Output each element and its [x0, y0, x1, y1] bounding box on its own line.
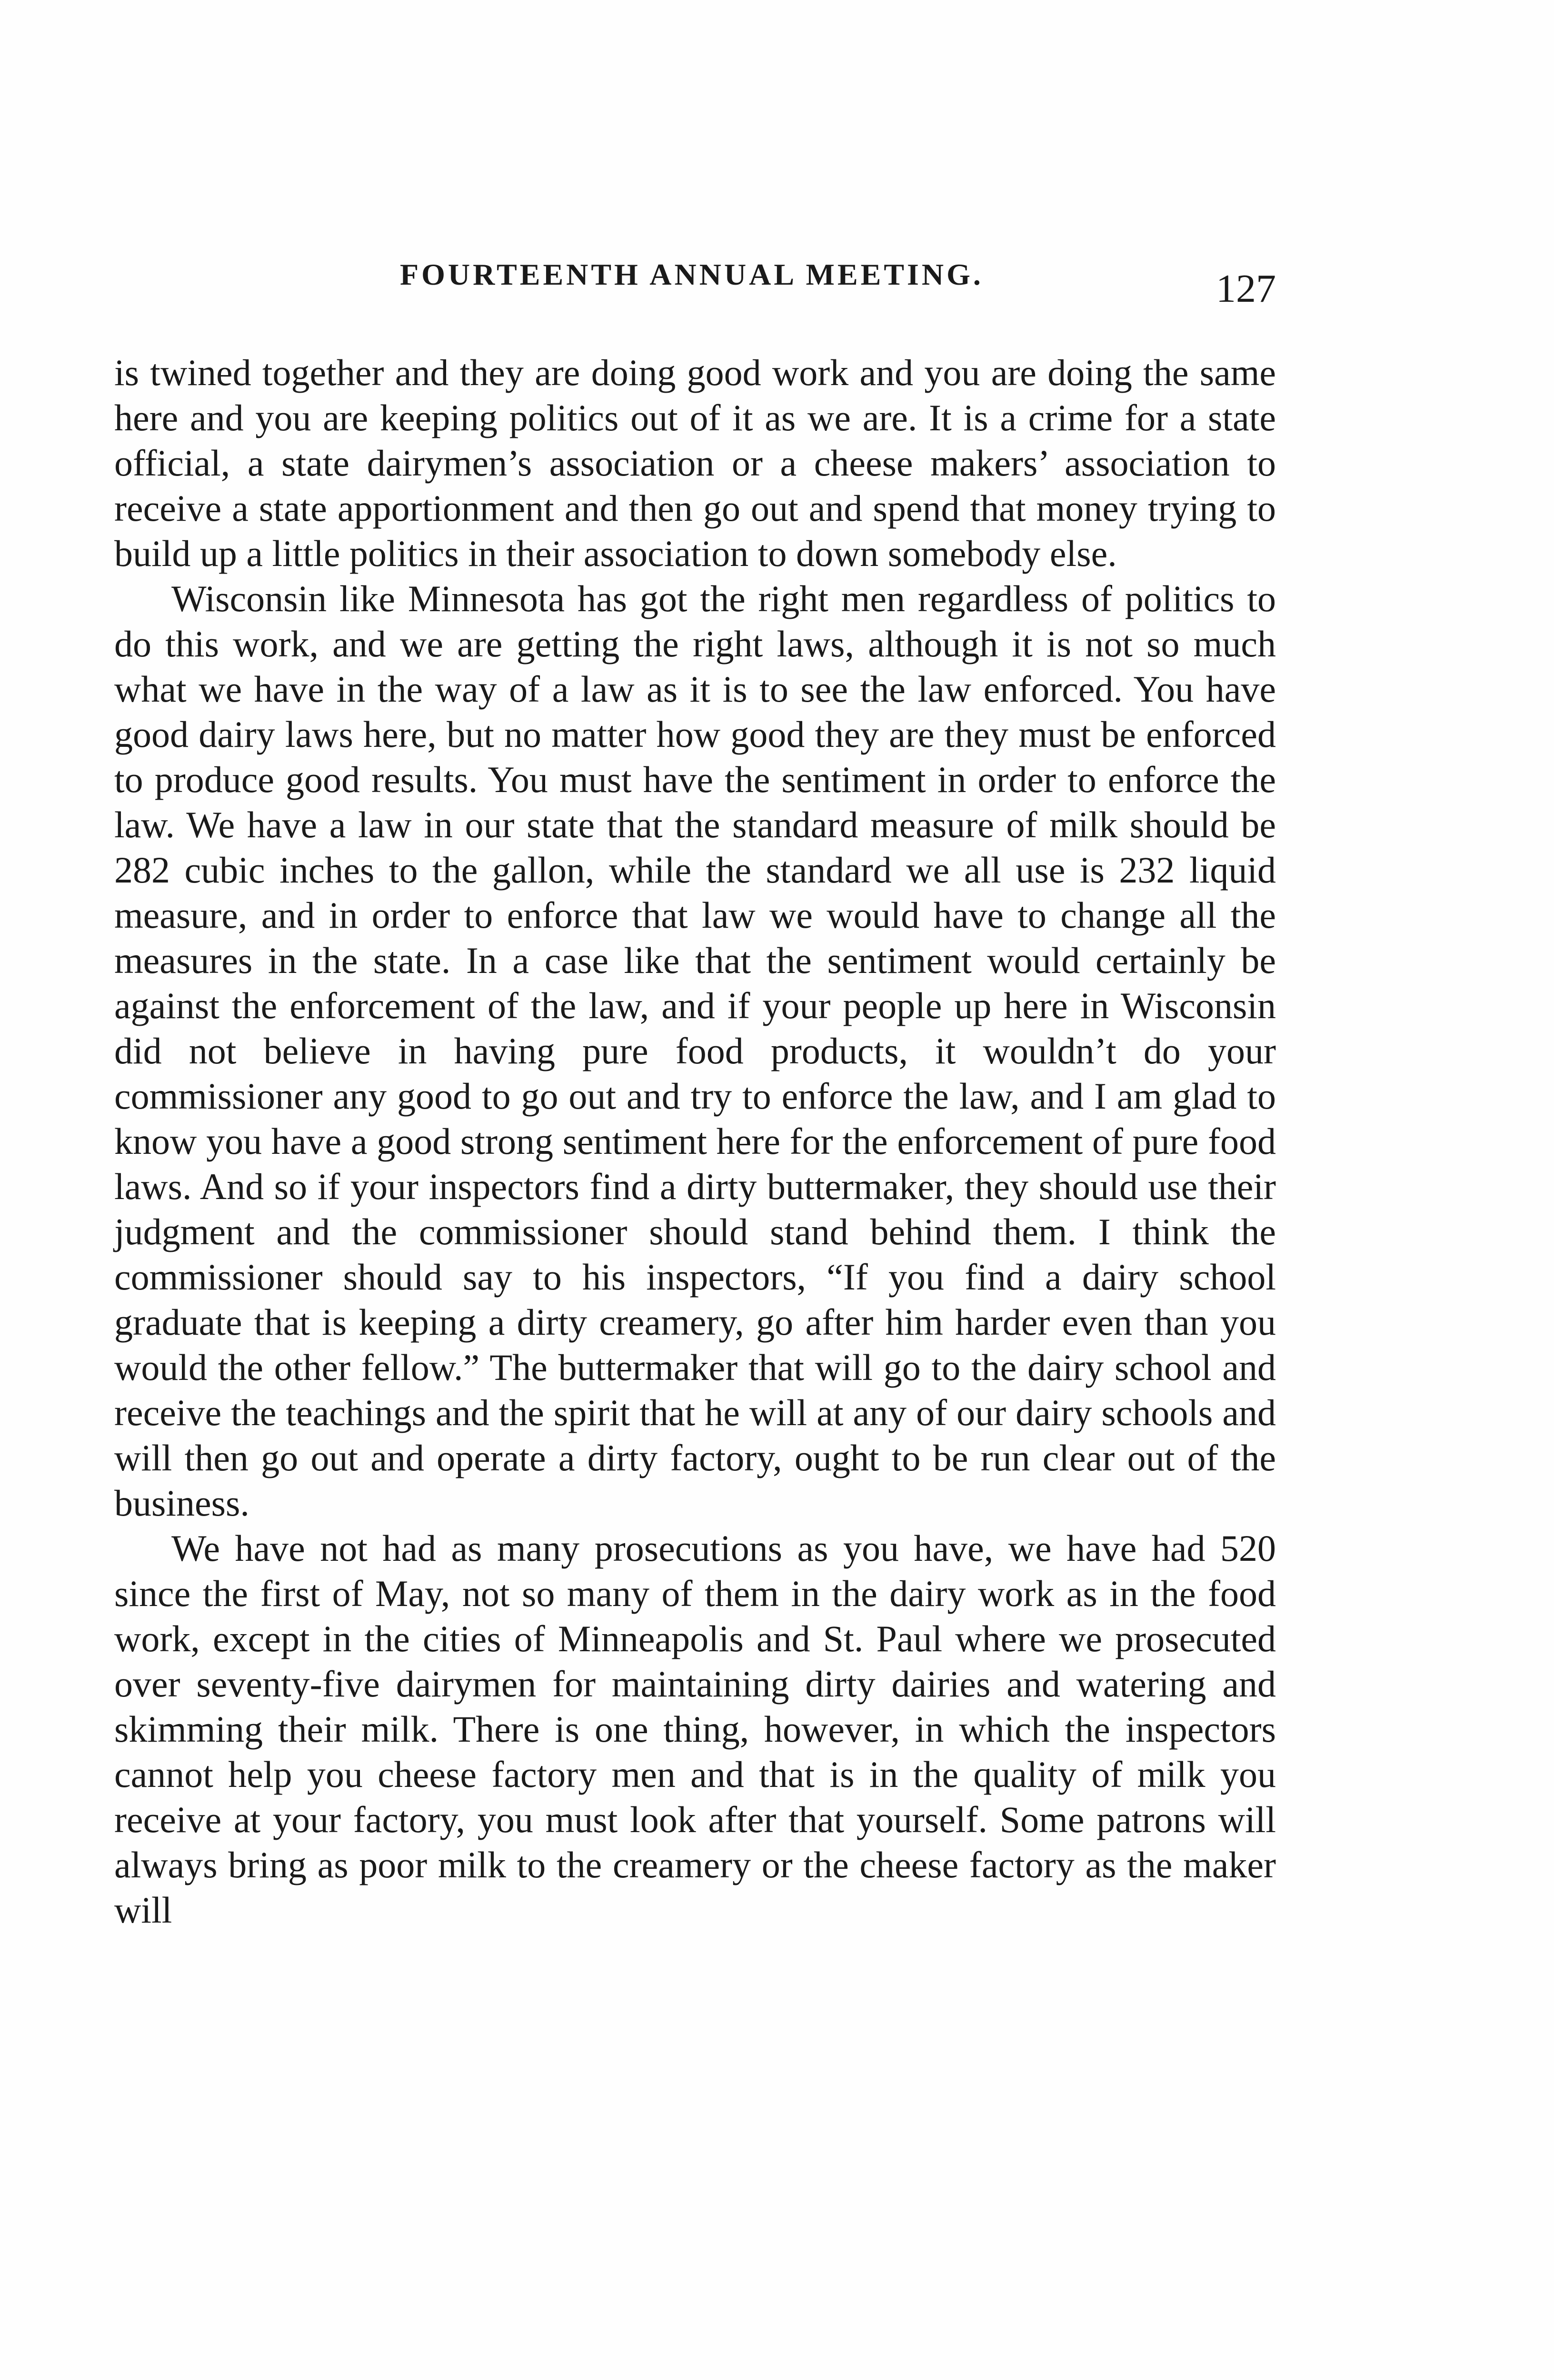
- page-number: 127: [1216, 267, 1276, 311]
- running-head: [114, 257, 1276, 309]
- paragraph-continuation: is twined together and they are doing good work and you are doing the same here and you are keeping politics out of it as we are. It is a crime for a state official, a state dairymen’s association or a cheese makers’ association to receive a state apportionment and then go out and spend that money trying to build up a little politics in their association to down somebody else.: [114, 352, 1276, 574]
- body-text: [114, 350, 1276, 1933]
- paragraph-prosecutions: We have not had as many prosecutions as you have, we have had 520 since the first of May, not so many of them in the dairy work as in the food work, except in the cities of Minneapolis and St. Paul where we prosecuted over seventy-five dairymen for maintaining dirty dairies and watering and skimming their milk. There is one thing, however, in which the inspectors cannot help you cheese factory men and that is in the quality of milk you receive at your factory, you must look after that yourself. Some patrons will always bring as poor milk to the creamery or the cheese factory as the maker will: [114, 1527, 1276, 1931]
- paragraph-wisconsin: Wisconsin like Minnesota has got the right men regardless of politics to do this work, and we are getting the right laws, although it is not so much what we have in the way of a law as it is to see the law enforced. You have good dairy laws here, but no matter how good they are they must be enforced to produce good results. You must have the sentiment in order to enforce the law. We have a law in our state that the standard measure of milk should be 282 cubic inches to the gallon, while the standard we all use is 232 liquid measure, and in order to enforce that law we would have to change all the measures in the state. In a case like that the sentiment would certainly be against the enforcement of the law, and if your people up here in Wisconsin did not believe in having pure food products, it wouldn’t do your commissioner any good to go out and try to enforce the law, and I am glad to know you have a good strong sentiment here for the enforcement of pure food laws. And so if your inspectors find a dirty buttermaker, they should use their judgment and the commissioner should stand behind them. I think the commissioner should say to his inspectors, “If you find a dairy school graduate that is keeping a dirty creamery, go after him harder even than you would the other fellow.” The buttermaker that will go to the dairy school and receive the teachings and the spirit that he will at any of our dairy schools and will then go out and operate a dirty factory, ought to be run clear out of the business.: [114, 578, 1276, 1524]
- running-title: FOURTEENTH ANNUAL MEETING.: [400, 258, 984, 291]
